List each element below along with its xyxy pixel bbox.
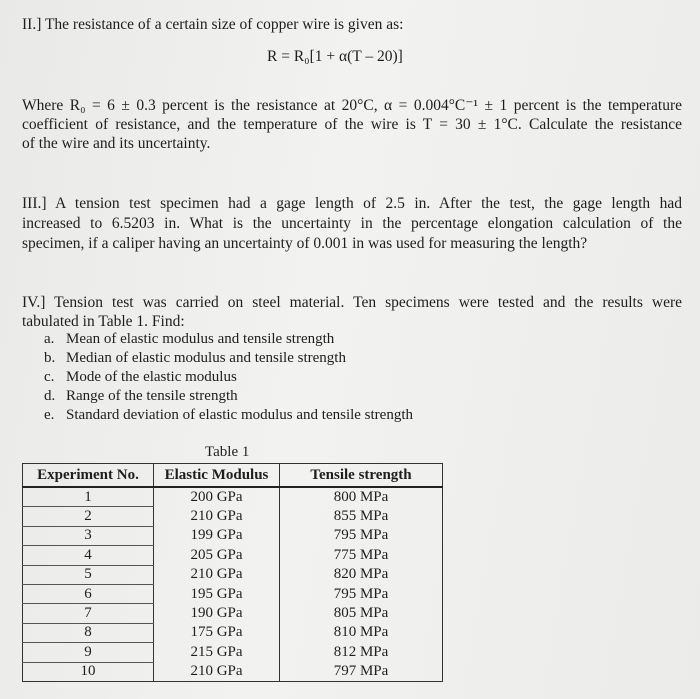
problem-2-line-2: Where R₀ = 6 ± 0.3 percent is the resistance at 20°C, α = 0.004°C⁻¹ ± 1 percent is the temperature xyxy=(22,97,682,114)
elastic-modulus-cell: 215 GPa xyxy=(154,643,280,662)
elastic-modulus-cell: 200 GPa xyxy=(154,487,280,507)
experiment-no-cell: 2 xyxy=(23,507,154,526)
experiment-no-cell: 4 xyxy=(23,546,154,565)
elastic-modulus-cell: 205 GPa xyxy=(154,546,280,565)
elastic-modulus-cell: 210 GPa xyxy=(154,565,280,584)
list-item: b. Median of elastic modulus and tensile strength xyxy=(44,350,346,366)
table-row xyxy=(23,662,443,681)
experiment-no-cell: 5 xyxy=(23,565,154,584)
results-table xyxy=(22,463,443,682)
elastic-modulus-cell: 195 GPa xyxy=(154,584,280,603)
tensile-strength-cell: 795 MPa xyxy=(280,526,443,545)
header-experiment-no: Experiment No. xyxy=(23,464,154,488)
experiment-no-cell: 7 xyxy=(23,604,154,623)
list-item: a. Mean of elastic modulus and tensile strength xyxy=(44,331,335,347)
elastic-modulus-cell: 175 GPa xyxy=(154,623,280,642)
tensile-strength-cell: 800 MPa xyxy=(280,487,443,507)
elastic-modulus-cell: 210 GPa xyxy=(154,662,280,681)
elastic-modulus-cell: 199 GPa xyxy=(154,526,280,545)
problem-4-line-1: IV.] Tension test was carried on steel material. Ten specimens were tested and the results were xyxy=(22,294,682,311)
table-caption: Table 1 xyxy=(205,444,250,460)
list-item: e. Standard deviation of elastic modulus and tensile strength xyxy=(44,407,414,423)
elastic-modulus-cell: 210 GPa xyxy=(154,507,280,526)
tensile-strength-cell: 820 MPa xyxy=(280,565,443,584)
table-row xyxy=(23,565,443,584)
table-row xyxy=(23,604,443,623)
tensile-strength-cell: 810 MPa xyxy=(280,623,443,642)
problem-3-line-1: III.] A tension test specimen had a gage length of 2.5 in. After the test, the gage length had xyxy=(22,195,682,212)
task-list xyxy=(44,330,413,425)
experiment-no-cell: 3 xyxy=(23,526,154,545)
header-elastic-modulus: Elastic Modulus xyxy=(154,464,280,488)
tensile-strength-cell: 855 MPa xyxy=(280,507,443,526)
table-row xyxy=(23,526,443,545)
table-row xyxy=(23,546,443,565)
experiment-no-cell: 1 xyxy=(23,487,154,507)
tensile-strength-cell: 812 MPa xyxy=(280,643,443,662)
problem-3-line-3: specimen, if a caliper having an uncertainty of 0.001 in was used for measuring the length? xyxy=(22,235,588,252)
elastic-modulus-cell: 190 GPa xyxy=(154,604,280,623)
problem-4-line-2: tabulated in Table 1. Find: xyxy=(22,313,185,330)
table-row xyxy=(23,487,443,507)
tensile-strength-cell: 797 MPa xyxy=(280,662,443,681)
list-item: c. Mode of the elastic modulus xyxy=(44,369,237,385)
tensile-strength-cell: 795 MPa xyxy=(280,584,443,603)
problem-2-heading: II.] The resistance of a certain size of copper wire is given as: xyxy=(22,16,404,33)
tensile-strength-cell: 775 MPa xyxy=(280,546,443,565)
table-row xyxy=(23,584,443,603)
header-tensile-strength: Tensile strength xyxy=(280,464,443,488)
list-item: d. Range of the tensile strength xyxy=(44,388,238,404)
experiment-no-cell: 10 xyxy=(23,662,154,681)
table-header-row xyxy=(23,464,443,488)
experiment-no-cell: 6 xyxy=(23,584,154,603)
tensile-strength-cell: 805 MPa xyxy=(280,604,443,623)
resistance-equation: R = R₀[1 + α(T – 20)] xyxy=(267,48,403,65)
problem-3-line-2: increased to 6.5203 in. What is the uncertainty in the percentage elongation calculation of the xyxy=(22,215,682,232)
problem-2-line-3: coefficient of resistance, and the temperature of the wire is T = 30 ± 1°C. Calculate the resistance xyxy=(22,116,682,133)
table-row xyxy=(23,643,443,662)
table-row xyxy=(23,623,443,642)
problem-2-line-4: of the wire and its uncertainty. xyxy=(22,135,211,152)
experiment-no-cell: 8 xyxy=(23,623,154,642)
experiment-no-cell: 9 xyxy=(23,643,154,662)
table-row xyxy=(23,507,443,526)
